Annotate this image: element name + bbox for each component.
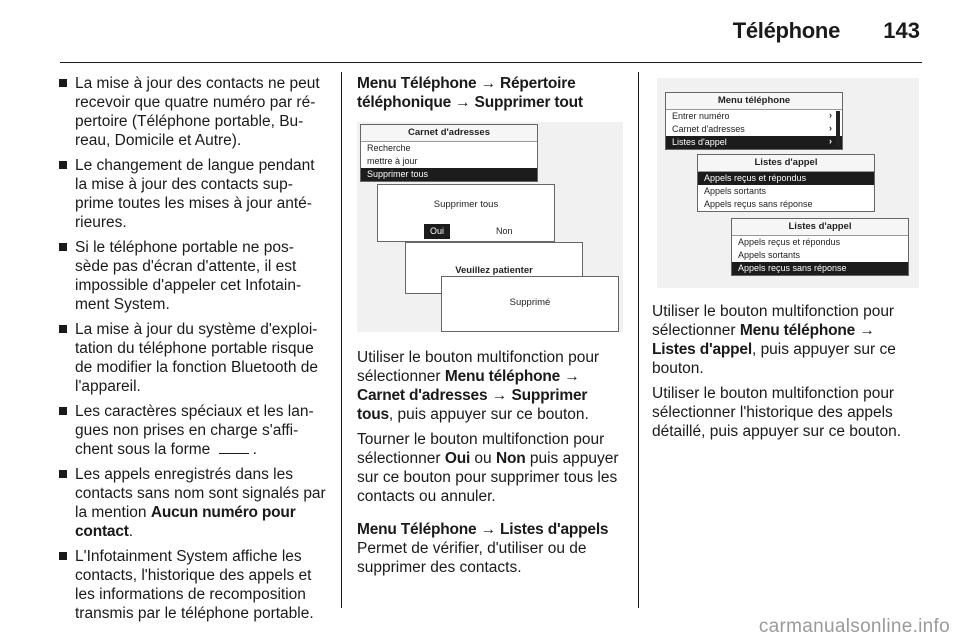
list-item: Si le téléphone portable ne pos-sède pas d'écran d'attente, il est impossible d'appeler cet Infotain-ment System.	[58, 238, 326, 314]
menu-item: Entrer numéro ›	[672, 110, 832, 121]
menu-item: Carnet d'adresses ›	[672, 123, 832, 134]
list-item: Les appels enregistrés dans les contacts sans nom sont signalés par la mention Aucun numéro pour contact.	[58, 465, 326, 541]
list-item: Les caractères spéciaux et les lan-gues non prises en charge s'affi-chent sous la forme .	[58, 402, 326, 459]
paragraph: Tourner le bouton multifonction pour sélectionner Oui ou Non puis appuyer sur ce bouton pour supprimer tous les contacts ou annuler.	[357, 431, 619, 505]
chevron-right-icon: ›	[829, 136, 832, 146]
phone-menu-window: Menu téléphone Entrer numéro › Carnet d'adresses › Listes d'appel ›	[665, 92, 843, 150]
figure-call-lists	[657, 78, 919, 288]
paragraph: Utiliser le bouton multifonction pour sélectionner Menu téléphone → Carnet d'adresses → Supprimer tous, puis appuyer sur ce bouton.	[357, 349, 600, 423]
menu-item-selected: Appels reçus sans réponse	[732, 262, 908, 275]
list-item: La mise à jour des contacts ne peut recevoir que quatre numéro par ré-pertoire (Téléphone portable, Bu-reau, Domicile et Autre).	[58, 74, 326, 150]
menu-item-selected: Appels reçus et répondus	[698, 172, 874, 185]
deleted-window: Supprimé	[441, 276, 619, 332]
column-2	[357, 74, 625, 112]
section-heading: Menu Téléphone → Répertoire téléphonique → Supprimer tout	[357, 75, 583, 111]
call-lists-window: Listes d'appel Appels reçus et répondus Appels sortants Appels reçus sans réponse	[697, 154, 875, 212]
call-lists-window-2: Listes d'appel Appels reçus et répondus Appels sortants Appels reçus sans réponse	[731, 218, 909, 276]
placeholder-blank	[219, 443, 249, 454]
column-divider	[638, 72, 639, 608]
list-item: La mise à jour du système d'exploi-tation du téléphone portable risque de modifier la fonction Bluetooth de l'appareil.	[58, 320, 326, 396]
chevron-right-icon: ›	[829, 123, 832, 133]
bullet-list	[58, 74, 326, 623]
paragraph: Permet de vérifier, d'utiliser ou de supprimer des contacts.	[357, 540, 587, 576]
column-divider	[341, 72, 342, 608]
confirm-window: Supprimer tous Oui Non	[377, 184, 555, 242]
wait-window: Veuillez patienter	[405, 242, 583, 294]
section-heading: Menu Téléphone → Listes d'appels	[357, 521, 609, 538]
menu-item-selected: Listes d'appel ›	[666, 136, 842, 149]
page-number: 143	[883, 18, 920, 43]
list-item: Le changement de langue pendant la mise à jour des contacts sup-prime toutes les mises à jour anté-rieures.	[58, 156, 326, 232]
yes-button: Oui	[424, 224, 450, 239]
column-2-text	[357, 348, 625, 583]
menu-item: Appels sortants	[704, 186, 767, 196]
menu-item: Appels reçus et répondus	[738, 237, 841, 247]
header-rule	[60, 62, 922, 63]
menu-item-selected: Supprimer tous	[361, 168, 537, 181]
menu-item: Appels reçus sans réponse	[704, 199, 813, 209]
address-book-window: Carnet d'adresses Recherche mettre à jour Supprimer tous	[360, 124, 538, 182]
column-3-text	[652, 302, 922, 447]
watermark: carmanualsonline.info	[758, 616, 950, 637]
scrollbar	[836, 111, 840, 147]
chevron-right-icon: ›	[829, 110, 832, 120]
paragraph: Utiliser le bouton multifonction pour sélectionner l'historique des appels détaillé, puis appuyer sur ce bouton.	[652, 385, 902, 440]
menu-item: Recherche	[367, 143, 411, 153]
no-button: Non	[496, 226, 513, 236]
menu-item: mettre à jour	[367, 156, 418, 166]
page-header	[0, 0, 960, 64]
figure-delete-all	[357, 122, 623, 332]
list-item: L'Infotainment System affiche les contacts, l'historique des appels et les informations de recomposition transmis par le téléphone portable.	[58, 547, 326, 623]
paragraph: Utiliser le bouton multifonction pour sélectionner Menu téléphone → Listes d'appel, puis appuyer sur ce bouton.	[652, 303, 896, 377]
menu-item: Appels sortants	[738, 250, 801, 260]
column-1	[58, 74, 326, 629]
page-title: Téléphone	[732, 18, 840, 43]
